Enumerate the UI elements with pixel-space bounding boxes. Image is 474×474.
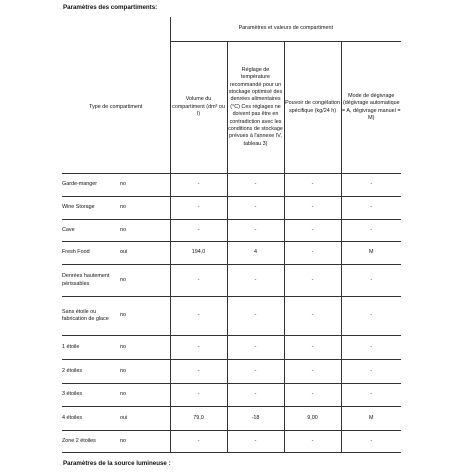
compartment-name: Sans étoile ou fabrication de glace bbox=[62, 297, 120, 336]
compartment-name: Cave bbox=[62, 220, 120, 242]
compartment-name: Zone 2 étoiles bbox=[62, 431, 120, 453]
compartment-present: oui bbox=[120, 407, 170, 431]
compartment-volume: - bbox=[170, 336, 227, 360]
compartment-freezing-capacity: 9,00 bbox=[284, 407, 341, 431]
compartment-volume: - bbox=[170, 297, 227, 336]
compartment-volume: 79,0 bbox=[170, 407, 227, 431]
compartment-present: no bbox=[120, 197, 170, 220]
compartment-present: no bbox=[120, 174, 170, 197]
table-header-row bbox=[62, 42, 401, 174]
compartment-name: 4 étoiles bbox=[62, 407, 120, 431]
compartment-volume: - bbox=[170, 265, 227, 297]
compartment-temperature: - bbox=[227, 431, 284, 453]
table-group-header-row bbox=[62, 17, 401, 42]
table-row bbox=[62, 407, 401, 431]
compartment-volume: - bbox=[170, 360, 227, 384]
compartment-defrost-mode: M bbox=[341, 407, 401, 431]
table-body bbox=[62, 174, 401, 453]
compartment-defrost-mode: - bbox=[341, 360, 401, 384]
compartment-volume: - bbox=[170, 197, 227, 220]
type-header: Type de compartiment bbox=[62, 42, 170, 174]
compartment-defrost-mode: - bbox=[341, 384, 401, 407]
compartment-temperature: -18 bbox=[227, 407, 284, 431]
table-row bbox=[62, 360, 401, 384]
compartment-name: 3 étoiles bbox=[62, 384, 120, 407]
compartment-freezing-capacity: - bbox=[284, 384, 341, 407]
compartment-name: Wine Storage bbox=[62, 197, 120, 220]
compartment-volume: - bbox=[170, 174, 227, 197]
compartment-present: no bbox=[120, 336, 170, 360]
compartment-defrost-mode: - bbox=[341, 431, 401, 453]
compartment-temperature: - bbox=[227, 384, 284, 407]
compartment-freezing-capacity: - bbox=[284, 297, 341, 336]
table-row bbox=[62, 431, 401, 453]
table-row bbox=[62, 384, 401, 407]
section-title: Paramètres des compartiments: bbox=[63, 4, 158, 11]
compartment-present: no bbox=[120, 297, 170, 336]
group-header: Paramètres et valeurs de compartiment bbox=[170, 17, 401, 42]
compartment-freezing-capacity: - bbox=[284, 265, 341, 297]
compartment-defrost-mode: M bbox=[341, 242, 401, 265]
compartment-defrost-mode: - bbox=[341, 336, 401, 360]
table-row bbox=[62, 197, 401, 220]
compartment-name: 2 étoiles bbox=[62, 360, 120, 384]
compartment-temperature: - bbox=[227, 265, 284, 297]
compartment-name: Fresh Food bbox=[62, 242, 120, 265]
compartment-temperature: 4 bbox=[227, 242, 284, 265]
compartment-volume: 194,0 bbox=[170, 242, 227, 265]
compartment-volume: - bbox=[170, 384, 227, 407]
compartment-name: Garde-manger bbox=[62, 174, 120, 197]
compartment-defrost-mode: - bbox=[341, 220, 401, 242]
compartment-volume: - bbox=[170, 431, 227, 453]
compartment-defrost-mode: - bbox=[341, 174, 401, 197]
compartment-present: no bbox=[120, 265, 170, 297]
compartment-freezing-capacity: - bbox=[284, 197, 341, 220]
compartment-freezing-capacity: - bbox=[284, 242, 341, 265]
compartment-freezing-capacity: - bbox=[284, 336, 341, 360]
compartment-temperature: - bbox=[227, 220, 284, 242]
compartment-volume: - bbox=[170, 220, 227, 242]
compartment-name: 1 étoile bbox=[62, 336, 120, 360]
compartment-temperature: - bbox=[227, 197, 284, 220]
table-row bbox=[62, 174, 401, 197]
compartment-present: no bbox=[120, 431, 170, 453]
compartment-freezing-capacity: - bbox=[284, 360, 341, 384]
compartment-freezing-capacity: - bbox=[284, 431, 341, 453]
compartment-freezing-capacity: - bbox=[284, 174, 341, 197]
compartment-temperature: - bbox=[227, 360, 284, 384]
compartment-present: no bbox=[120, 384, 170, 407]
compartment-defrost-mode: - bbox=[341, 265, 401, 297]
compartment-temperature: - bbox=[227, 336, 284, 360]
compartment-temperature: - bbox=[227, 297, 284, 336]
volume-header: Volume du compartiment (dm³ ou l) bbox=[170, 42, 227, 174]
table-row bbox=[62, 265, 401, 297]
compartment-defrost-mode: - bbox=[341, 197, 401, 220]
freezing-capacity-header: Pouvoir de congélation spécifique (kg/24 h) bbox=[284, 42, 341, 174]
compartment-present: no bbox=[120, 220, 170, 242]
compartment-present: no bbox=[120, 360, 170, 384]
compartment-name: Denrées hautement périssables bbox=[62, 265, 120, 297]
table-row bbox=[62, 297, 401, 336]
compartment-defrost-mode: - bbox=[341, 297, 401, 336]
table-row bbox=[62, 220, 401, 242]
defrost-mode-header: Mode de dégivrage (dégivrage automatique = A, dégivrage manuel = M) bbox=[341, 42, 401, 174]
table-row bbox=[62, 242, 401, 265]
light-source-title: Paramètres de la source lumineuse : bbox=[63, 460, 171, 467]
compartment-present: oui bbox=[120, 242, 170, 265]
table-row bbox=[62, 336, 401, 360]
compartment-freezing-capacity: - bbox=[284, 220, 341, 242]
temperature-header: Réglage de température recommandé pour un stockage optimisé des denrées alimentaires (°C) Ces réglages ne doivent pas être en contradiction avec les conditions de stockage prévues à l'annexe IV, tableau 3) bbox=[227, 42, 284, 174]
compartment-table bbox=[62, 17, 401, 453]
compartment-temperature: - bbox=[227, 174, 284, 197]
